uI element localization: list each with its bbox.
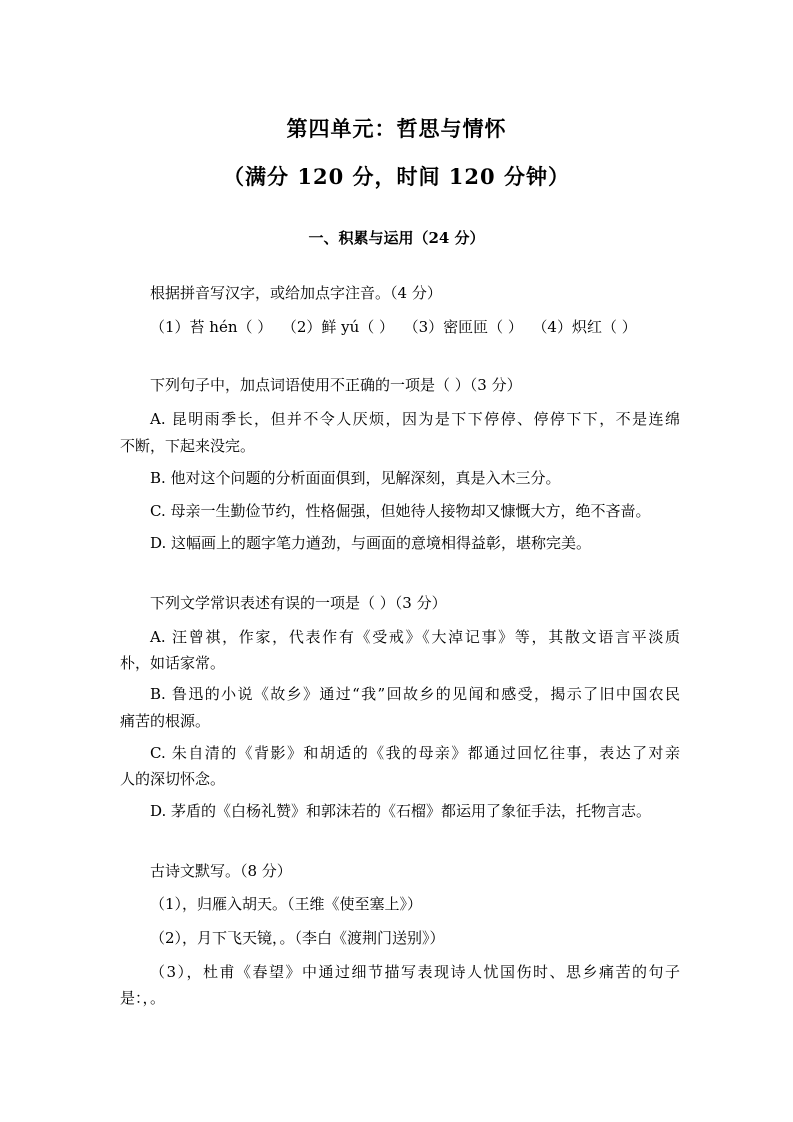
question-1-items: （1）苔 hén（ ） （2）鲜 yú（ ） （3）密匝匝（ ） （4）炽红（ ） [150,318,637,336]
question-2-stem: 下列句子中，加点词语使用不正确的一项是（ ）（3 分） [150,376,522,394]
question-3-option-b-line1: B. 鲁迅的小说《故乡》通过“我”回故乡的见闻和感受，揭示了旧中国农民 [150,685,680,703]
question-4-item-3-line2: 是：，。 [120,989,166,1007]
question-2-option-a-line2: 不断，下起来没完。 [120,437,256,455]
score-time-subtitle: （满分 120 分，时间 120 分钟） [223,164,570,189]
question-2-option-d: D. 这幅画上的题字笔力遒劲，与画面的意境相得益彰，堪称完美。 [150,534,592,552]
question-4-item-2: （2），月下飞天镜，。（李白《渡荆门送别》） [150,929,445,947]
question-4-item-1: （1），归雁入胡天。（王维《使至塞上》） [150,895,423,913]
question-2-option-c: C. 母亲一生勤俭节约，性格倔强，但她待人接物却又慷慨大方，绝不吝啬。 [150,502,651,520]
question-3-option-b-line2: 痛苦的根源。 [120,712,211,730]
question-4-stem: 古诗文默写。（8 分） [150,862,292,880]
question-3-option-c-line1: C. 朱自清的《背影》和胡适的《我的母亲》都通过回忆往事，表达了对亲 [150,744,680,762]
question-2-option-a-line1: A. 昆明雨季长，但并不令人厌烦，因为是下下停停、停停下下，不是连绵 [150,410,680,428]
question-3-option-a-line2: 朴，如话家常。 [120,654,226,672]
question-3-option-d: D. 茅盾的《白杨礼赞》和郭沫若的《石榴》都运用了象征手法，托物言志。 [150,802,652,820]
question-3-option-c-line2: 人的深切怀念。 [120,770,226,788]
question-3-option-a-line1: A. 汪曾祺，作家，代表作有《受戒》《大淖记事》等，其散文语言平淡质 [150,628,680,646]
question-4-item-3-line1: （3），杜甫《春望》中通过细节描写表现诗人忧国伤时、思乡痛苦的句子 [150,963,680,981]
question-1-stem: 根据拼音写汉字，或给加点字注音。（4 分） [150,284,442,302]
question-2-option-b: B. 他对这个问题的分析面面俱到，见解深刻，真是入木三分。 [150,469,561,487]
question-3-stem: 下列文学常识表述有误的一项是（ ）（3 分） [150,594,447,612]
unit-title: 第四单元：哲思与情怀 [286,116,507,141]
section-heading: 一、积累与运用（24 分） [308,229,485,247]
